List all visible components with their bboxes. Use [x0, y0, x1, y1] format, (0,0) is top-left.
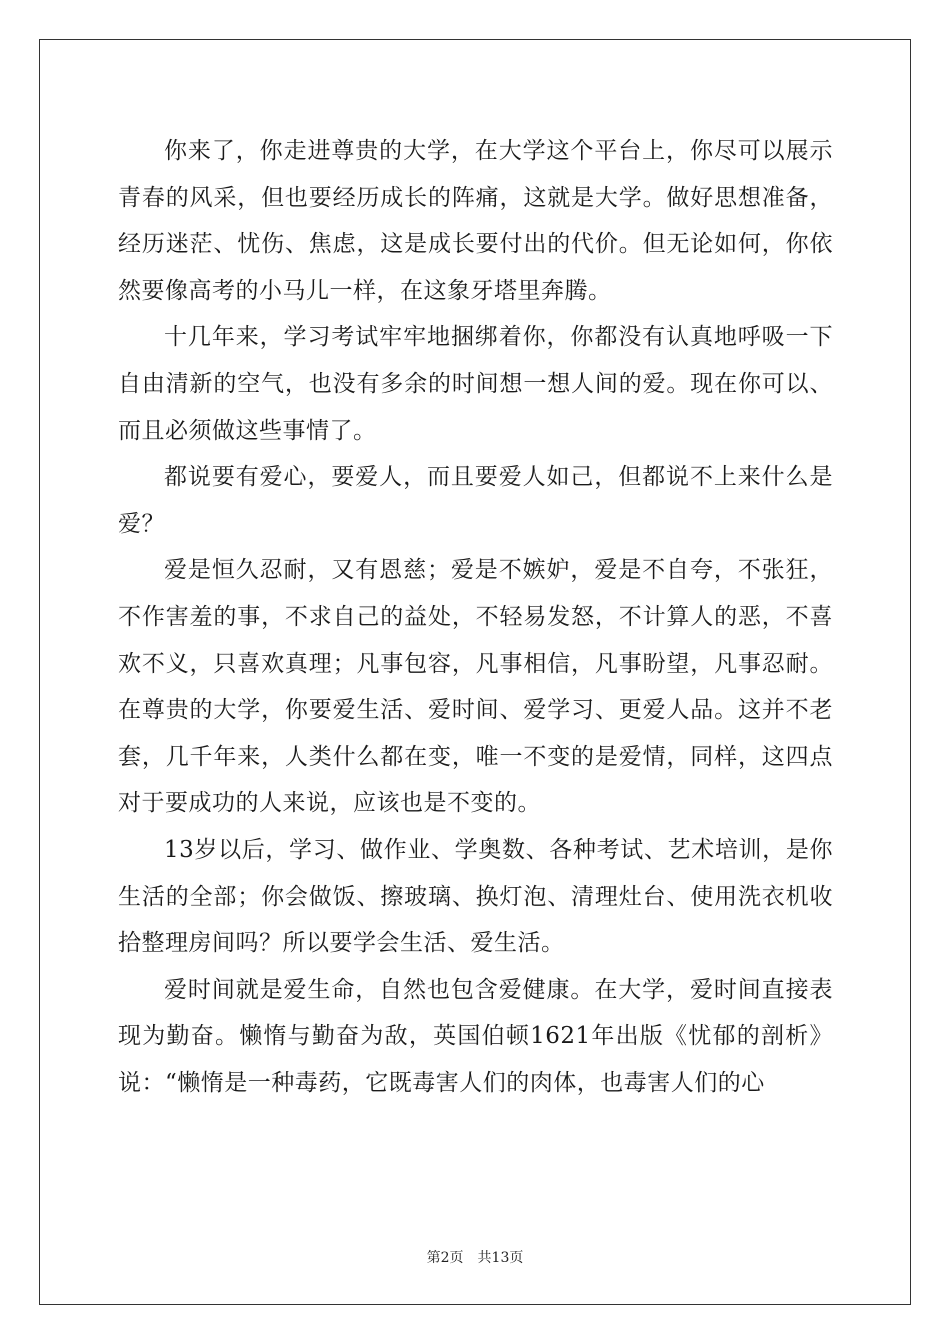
- page-total: 共13页: [477, 1250, 524, 1266]
- document-body: [118, 128, 833, 1106]
- paragraph: 都说要有爱心，要爱人，而且要爱人如己，但都说不上来什么是爱？: [118, 464, 833, 537]
- paragraph: 你来了，你走进尊贵的大学，在大学这个平台上，你尽可以展示青春的风采，但也要经历成长的阵痛，这就是大学。做好思想准备，经历迷茫、忧伤、焦虑，这是成长要付出的代价。但无论如何，你依然要像高考的小马儿一样，在这象牙塔里奔腾。: [118, 138, 833, 304]
- page-number: 第2页: [426, 1250, 464, 1266]
- paragraph: 13岁以后，学习、做作业、学奥数、各种考试、艺术培训，是你生活的全部；你会做饭、擦玻璃、换灯泡、清理灶台、使用洗衣机收拾整理房间吗？所以要学会生活、爱生活。: [118, 836, 833, 957]
- paragraph: 爱时间就是爱生命，自然也包含爱健康。在大学，爱时间直接表现为勤奋。懒惰与勤奋为敌，英国伯顿1621年出版《忧郁的剖析》说：“懒惰是一种毒药，它既毒害人们的肉体，也毒害人们的心: [118, 976, 833, 1096]
- page-footer: [0, 1247, 950, 1267]
- paragraph: 爱是恒久忍耐，又有恩慈；爱是不嫉妒，爱是不自夸，不张狂，不作害羞的事，不求自己的益处，不轻易发怒，不计算人的恶，不喜欢不义，只喜欢真理；凡事包容，凡事相信，凡事盼望，凡事忍耐。在尊贵的大学，你要爱生活、爱时间、爱学习、更爱人品。这并不老套，几千年来，人类什么都在变，唯一不变的是爱情，同样，这四点对于要成功的人来说，应该也是不变的。: [118, 557, 833, 817]
- paragraph: 十几年来，学习考试牢牢地捆绑着你，你都没有认真地呼吸一下自由清新的空气，也没有多余的时间想一想人间的爱。现在你可以、而且必须做这些事情了。: [118, 324, 833, 444]
